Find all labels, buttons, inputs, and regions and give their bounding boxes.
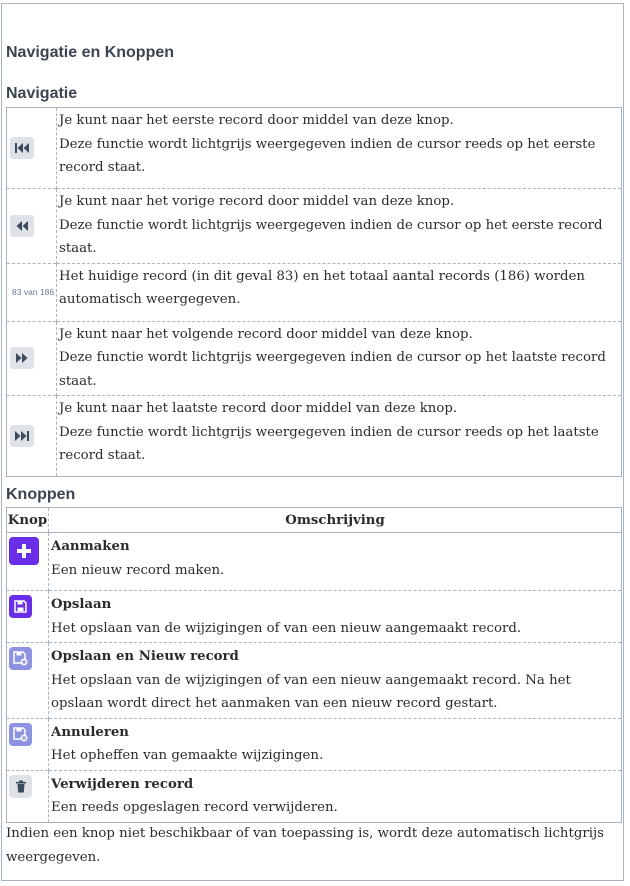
table-row [7, 591, 622, 643]
buttons-table [6, 507, 622, 823]
row-line: Het huidige record (in dit geval 83) en het totaal aantal records (186) worden automatisch weergegeven. [59, 268, 585, 307]
row-line: Deze functie wordt lichtgrijs weergegeven indien de cursor reeds op het eerste record staat. [59, 136, 596, 175]
icon-cell [7, 321, 57, 396]
table-row [7, 396, 622, 477]
navigation-table [6, 107, 622, 477]
description-cell [49, 643, 622, 719]
table-row [7, 108, 622, 189]
description-cell [57, 396, 622, 477]
icon-cell [7, 189, 57, 264]
button-description: Het opheffen van gemaakte wijzigingen. [51, 748, 324, 763]
description-cell [49, 718, 622, 770]
row-line: Deze functie wordt lichtgrijs weergegeven indien de cursor op het laatste record staat. [59, 350, 606, 389]
icon-cell [7, 591, 49, 643]
icon-cell [7, 108, 57, 189]
first-record-icon[interactable] [10, 137, 34, 159]
column-header-omschrijving: Omschrijving [49, 508, 622, 533]
previous-record-icon[interactable] [10, 215, 34, 237]
description-cell [57, 321, 622, 396]
table-row [7, 321, 622, 396]
icon-cell [7, 396, 57, 477]
icon-cell [7, 533, 49, 591]
button-title: Opslaan en Nieuw record [51, 649, 239, 664]
table-row [7, 263, 622, 321]
last-record-icon[interactable] [10, 425, 34, 447]
table-row [7, 643, 622, 719]
plus-icon[interactable] [9, 537, 39, 565]
description-cell [49, 591, 622, 643]
button-title: Verwijderen record [51, 776, 194, 792]
row-line: Je kunt naar het volgende record door middel van deze knop. [59, 326, 473, 342]
cancel-save-icon[interactable] [9, 723, 32, 746]
description-cell [57, 108, 622, 189]
table-row [7, 533, 622, 591]
trash-icon[interactable] [9, 775, 32, 798]
icon-cell [7, 643, 49, 719]
table-row [7, 770, 622, 822]
next-record-icon[interactable] [10, 347, 34, 369]
table-header-row [7, 508, 622, 533]
button-title: Opslaan [51, 597, 112, 612]
button-description: Het opslaan van de wijzigingen of van een nieuw aangemaakt record. Na het opslaan wordt direct het aanmaken van een nieuw record gestart. [51, 672, 571, 711]
row-line: Je kunt naar het laatste record door middel van deze knop. [59, 401, 458, 416]
row-line: Deze functie wordt lichtgrijs weergegeven indien de cursor reeds op het laatste record staat. [59, 424, 599, 463]
navigation-heading: Navigatie [6, 85, 78, 102]
description-cell [49, 533, 622, 591]
icon-cell [7, 718, 49, 770]
footer-note: Indien een knop niet beschikbaar of van toepassing is, wordt deze automatisch lichtgrijs weergegeven. [6, 826, 604, 865]
icon-cell [7, 263, 57, 321]
button-title: Aanmaken [51, 539, 130, 554]
row-line: Deze functie wordt lichtgrijs weergegeven indien de cursor op het eerste record staat. [59, 217, 603, 256]
save-new-icon[interactable] [9, 647, 32, 670]
table-row [7, 189, 622, 264]
table-row [7, 718, 622, 770]
button-title: Annuleren [51, 724, 129, 740]
button-description: Een reeds opgeslagen record verwijderen. [51, 800, 338, 815]
page-title: Navigatie en Knoppen [6, 44, 175, 61]
save-icon[interactable] [9, 595, 32, 618]
description-cell [57, 189, 622, 264]
column-header-knop: Knop [7, 508, 49, 533]
row-line: Je kunt naar het eerste record door middel van deze knop. [59, 113, 454, 128]
buttons-heading: Knoppen [6, 486, 76, 503]
button-description: Een nieuw record maken. [51, 562, 225, 578]
description-cell [49, 770, 622, 822]
button-description: Het opslaan van de wijzigingen of van een nieuw aangemaakt record. [51, 620, 522, 636]
description-cell [57, 263, 622, 321]
icon-cell [7, 770, 49, 822]
record-counter: 83 van 186 [12, 287, 55, 297]
row-line: Je kunt naar het vorige record door middel van deze knop. [59, 194, 455, 209]
